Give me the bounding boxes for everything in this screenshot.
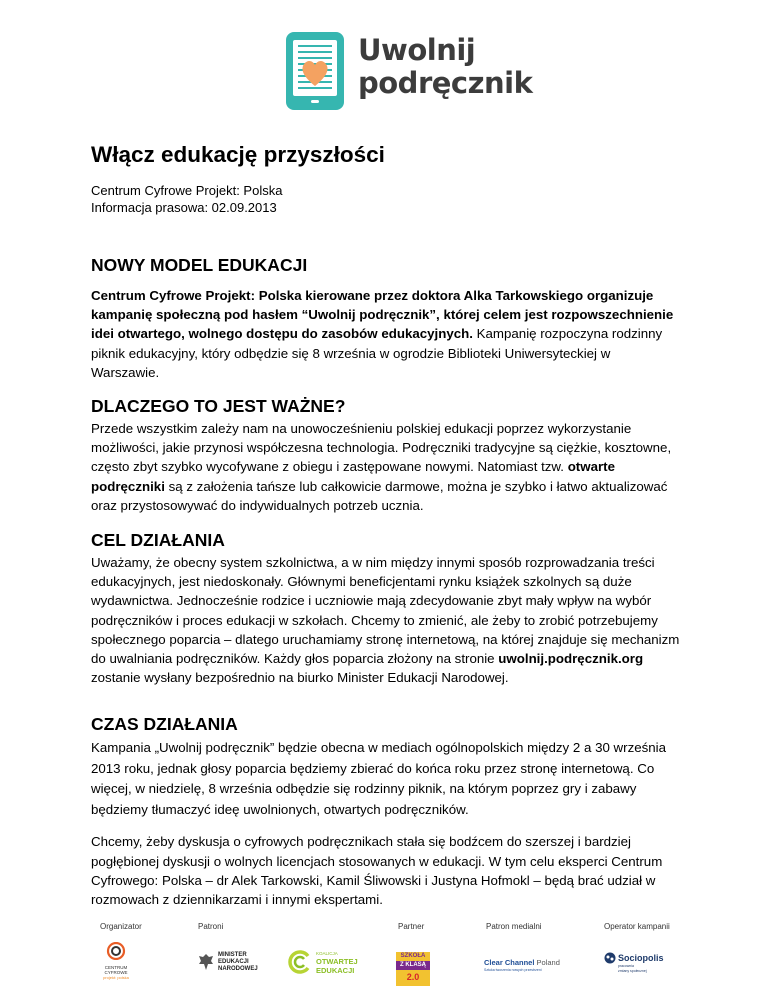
- section-heading-why-important: DLACZEGO TO JEST WAŻNE?: [91, 396, 346, 417]
- section-text-goal: [91, 553, 681, 687]
- meta-info: [91, 182, 681, 216]
- logo-line-1: Uwolnij: [358, 33, 476, 67]
- why-bold: otwarte podręczniki: [91, 459, 615, 494]
- clear-channel-tagline: Sztuka tworzenia nowych przestrzeni: [484, 968, 542, 972]
- label-patrons: Patroni: [198, 922, 224, 931]
- cc-text-2: CYFROWE: [104, 970, 128, 975]
- szkola-text-2: Z KLASĄ: [396, 961, 430, 970]
- centrum-cyfrowe-logo: [100, 942, 132, 986]
- meta-organization: Centrum Cyfrowe Projekt: Polska: [91, 183, 283, 198]
- szkola-text-3: 2.0: [406, 972, 420, 982]
- koalicja-text-3: EDUKACJI: [316, 966, 355, 975]
- section-text-time-1: Kampania „Uwolnij podręcznik” będzie obecna w mediach ogólnopolskich między 2 a 30 września 2013 roku, jednak głosy poparcia będziemy zbierać do końca roku przez stronę internetową. Co więcej, w niedzielę, 8 września odbędzie się rodzinny piknik, na którym poprzez gry i zabawy będziemy tłumaczyć ideę uwolnionych, otwartych podręczników.: [91, 740, 667, 817]
- section-text-new-model: [91, 286, 681, 382]
- section-heading-new-model: NOWY MODEL EDUKACJI: [91, 255, 308, 275]
- men-text-3: NARODOWEJ: [218, 966, 258, 972]
- koalicja-logo: [288, 948, 358, 978]
- why-text-2: są z założenia tańsze lub całkowicie darmowe, można je szybko i łatwo aktualizować oraz przystosowywać do indywidualnych potrzeb ucznia.: [91, 478, 668, 513]
- sociopolis-logo: [604, 952, 674, 982]
- clear-channel-poland-text: Poland: [534, 958, 560, 967]
- section-text-why-important: [91, 419, 681, 515]
- press-release: [91, 140, 681, 909]
- logo-line-2: podręcznik: [358, 66, 533, 100]
- koalicja-text-1: KOALICJA: [316, 951, 338, 956]
- section-heading-goal: CEL DZIAŁANIA: [91, 530, 225, 551]
- sponsors-footer: [0, 914, 768, 994]
- label-operator: Operator kampanii: [604, 922, 670, 931]
- uwolnij-podrecznik-logo: [286, 32, 533, 112]
- szkola-text-1: SZKOŁA: [400, 953, 426, 959]
- clear-channel-logo: [484, 958, 574, 980]
- koalicja-text-2: OTWARTEJ: [316, 957, 358, 966]
- website-url: uwolnij.podręcznik.org: [498, 651, 644, 667]
- sociopolis-name: Sociopolis: [618, 953, 664, 963]
- eagle-emblem-icon: [198, 952, 214, 972]
- label-organizer: Organizator: [100, 922, 142, 931]
- goal-text-1: Uważamy, że obecny system szkolnictwa, a w nim między innymi sposób rozprowadzania treści edukacyjnych, jest niedoskonały. Głównymi beneficjentami rynku książek szkolnych są duże wydawnictwa. Jednocześnie rodzice i uczniowie mają zdecydowanie zbyt mały wpływ na wybór podręczników i proces edukacji w szkołach. Chcemy to zmienić, ale żeby to zrobić potrzebujemy społecznego poparcia – dlatego uruchamiamy stronę internetową, na której znajduje się mechanizm do uwalniania podręczników. Każdy głos poparcia złożony na stronie: [91, 555, 680, 667]
- lead-text: Kampanię rozpoczyna rodzinny piknik edukacyjny, który odbędzie się 8 września w ogrodzie Biblioteki Uniwersyteckiej w Warszawie.: [91, 326, 663, 380]
- men-logo: [198, 950, 258, 978]
- meta-date: Informacja prasowa: 02.09.2013: [91, 200, 277, 215]
- szkola-z-klasa-logo: [396, 952, 430, 986]
- sociopolis-icon: [604, 952, 616, 964]
- men-text-2: EDUKACJI: [218, 959, 249, 965]
- clear-channel-text: Clear Channel: [484, 958, 535, 967]
- lead-bold: Centrum Cyfrowe Projekt: Polska kierowane przez doktora Alka Tarkowskiego organizuje kampanię społeczną pod hasłem “Uwolnij podręcznik”, której celem jest rozpowszechnienie idei otwartego, wolnego dostępu do zasobów edukacyjnych.: [91, 288, 674, 342]
- koalicja-icon: [288, 950, 312, 974]
- centrum-cyfrowe-icon: [106, 942, 126, 960]
- label-media-patron: Patron medialni: [486, 922, 542, 931]
- sociopolis-text-2: zmiany społecznej: [618, 968, 647, 973]
- goal-text-2: zostanie wysłany bezpośrednio na biurko Minister Edukacji Narodowej.: [91, 670, 509, 686]
- section-text-time-2: Chcemy, żeby dyskusja o cyfrowych podręcznikach stała się bodźcem do szerszej i bardziej pogłębionej dyskusji o wolnych licencjach stosowanych w edukacji. W tym celu eksperci Centrum Cyfrowego: Polska – dr Alek Tarkowski, Kamil Śliwowski i Justyna Hofmokl – będą brać udział w rozmowach z dziennikarzami i innymi ekspertami.: [91, 834, 663, 908]
- cc-text-3: projekt: polska: [103, 975, 129, 980]
- tablet-heart-icon: [286, 32, 346, 112]
- section-heading-time: CZAS DZIAŁANIA: [91, 714, 238, 735]
- men-text-1: MINISTER: [218, 952, 247, 958]
- why-text-1: Przede wszystkim zależy nam na unowocześnieniu polskiej edukacji poprzez wykorzystanie możliwości, jakie przynosi współczesna technologia. Podręczniki tradycyjne są ciężkie, kosztowne, często zbyt szybko wycofywane z obiegu i zastępowane nowymi. Natomiast tzw.: [91, 421, 672, 475]
- label-partner: Partner: [398, 922, 425, 931]
- sociopolis-text-1: pracownia: [618, 964, 634, 968]
- page-title: Włącz edukację przyszłości: [91, 142, 385, 167]
- cc-text-1: CENTRUM: [104, 965, 128, 970]
